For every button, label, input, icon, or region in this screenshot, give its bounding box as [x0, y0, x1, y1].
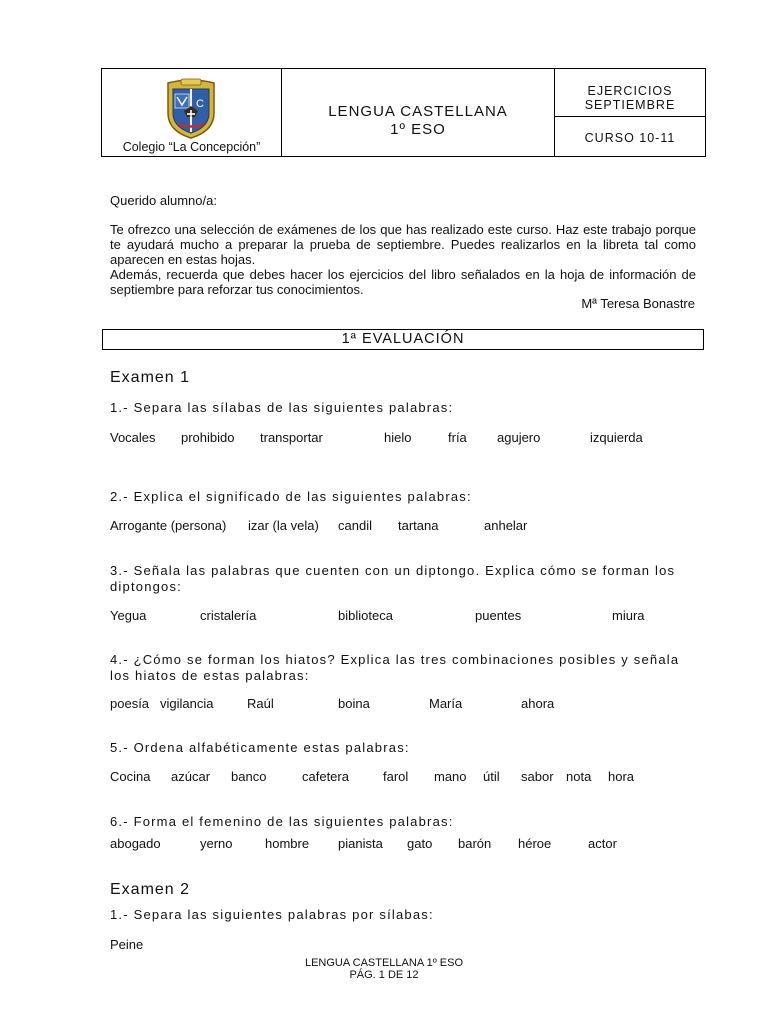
header-info-divider: [555, 116, 705, 117]
word: útil: [483, 769, 500, 784]
word: azúcar: [171, 769, 211, 784]
exercises-line-1: EJERCICIOS: [587, 84, 673, 98]
exam-2-title: Examen 2: [110, 881, 191, 898]
crest-letter: C: [196, 98, 204, 110]
exercises-label: [555, 84, 705, 112]
word: cristalería: [200, 608, 257, 623]
word: poesía: [110, 696, 150, 711]
header-subject-cell: [282, 69, 555, 156]
word: izar (la vela): [248, 518, 319, 533]
word: hielo: [384, 430, 412, 445]
exam-1-title: Examen 1: [110, 369, 191, 386]
word: miura: [612, 608, 645, 623]
page-footer: [0, 957, 768, 981]
word: biblioteca: [338, 608, 393, 623]
question-1-2: 2.- Explica el significado de las siguientes palabras:: [110, 489, 472, 504]
footer-page-number: PÁG. 1 DE 12: [349, 969, 419, 981]
word: gato: [407, 836, 433, 851]
word: hora: [608, 769, 635, 784]
header-info-cell: [555, 69, 705, 156]
word: mano: [434, 769, 467, 784]
word: farol: [383, 769, 409, 784]
word: Arrogante (persona): [110, 518, 227, 533]
word: Cocina: [110, 769, 151, 784]
word: cafetera: [302, 769, 349, 784]
word: transportar: [260, 430, 323, 445]
word: tartana: [398, 518, 439, 533]
word: actor: [588, 836, 617, 851]
word: vigilancia: [160, 696, 214, 711]
word: barón: [458, 836, 492, 851]
question-1-5: 5.- Ordena alfabéticamente estas palabras:: [110, 740, 410, 755]
word: sabor: [521, 769, 554, 784]
subject-level: 1º ESO: [390, 121, 446, 138]
word: Vocales: [110, 430, 156, 445]
word: fría: [448, 430, 467, 445]
greeting: Querido alumno/a:: [110, 193, 217, 208]
exercises-line-2: SEPTIEMBRE: [584, 98, 676, 112]
school-crest-logo: [164, 77, 218, 139]
subject-name: LENGUA CASTELLANA: [328, 103, 508, 120]
signature: Mª Teresa Bonastre: [581, 296, 695, 311]
word: héroe: [518, 836, 552, 851]
word: banco: [231, 769, 267, 784]
question-1-6: 6.- Forma el femenino de las siguientes palabras:: [110, 814, 454, 829]
word: ahora: [521, 696, 555, 711]
word: Yegua: [110, 608, 147, 623]
intro-paragraph-2: Además, recuerda que debes hacer los ejercicios del libro señalados en la hoja de información de septiembre para reforzar tus conocimientos.: [110, 267, 696, 297]
word: hombre: [265, 836, 310, 851]
word: candil: [338, 518, 372, 533]
word: puentes: [475, 608, 522, 623]
word: abogado: [110, 836, 161, 851]
course-label: CURSO 10-11: [584, 131, 676, 145]
question-1-1: 1.- Separa las sílabas de las siguientes palabras:: [110, 400, 454, 415]
word: Peine: [110, 937, 144, 952]
header-table: [101, 68, 706, 157]
word: anhelar: [484, 518, 528, 533]
word: yerno: [200, 836, 233, 851]
intro-paragraph-1: Te ofrezco una selección de exámenes de los que has realizado este curso. Haz este trabajo porque te ayudará mucho a preparar la prueba de septiembre. Puedes realizarlos en la libreta tal como aparecen en estas hojas.: [110, 222, 696, 267]
question-1-3: 3.- Señala las palabras que cuenten con un diptongo. Explica cómo se forman los diptongos:: [110, 563, 676, 594]
school-name: Colegio “La Concepción”: [122, 140, 261, 154]
header-school-cell: [102, 69, 282, 156]
subject-title: [282, 103, 554, 139]
word: Raúl: [247, 696, 274, 711]
word: nota: [566, 769, 592, 784]
word: María: [429, 696, 463, 711]
question-2-1: 1.- Separa las siguientes palabras por sílabas:: [110, 907, 434, 922]
question-1-4: 4.- ¿Cómo se forman los hiatos? Explica las tres combinaciones posibles y señala los hiatos de estas palabras:: [110, 652, 680, 683]
footer-subject: LENGUA CASTELLANA 1º ESO: [304, 957, 464, 969]
word: boina: [338, 696, 370, 711]
word: pianista: [338, 836, 383, 851]
evaluation-title: 1ª EVALUACIÓN: [102, 329, 704, 350]
word: prohibido: [181, 430, 235, 445]
word: izquierda: [590, 430, 643, 445]
word: agujero: [497, 430, 541, 445]
